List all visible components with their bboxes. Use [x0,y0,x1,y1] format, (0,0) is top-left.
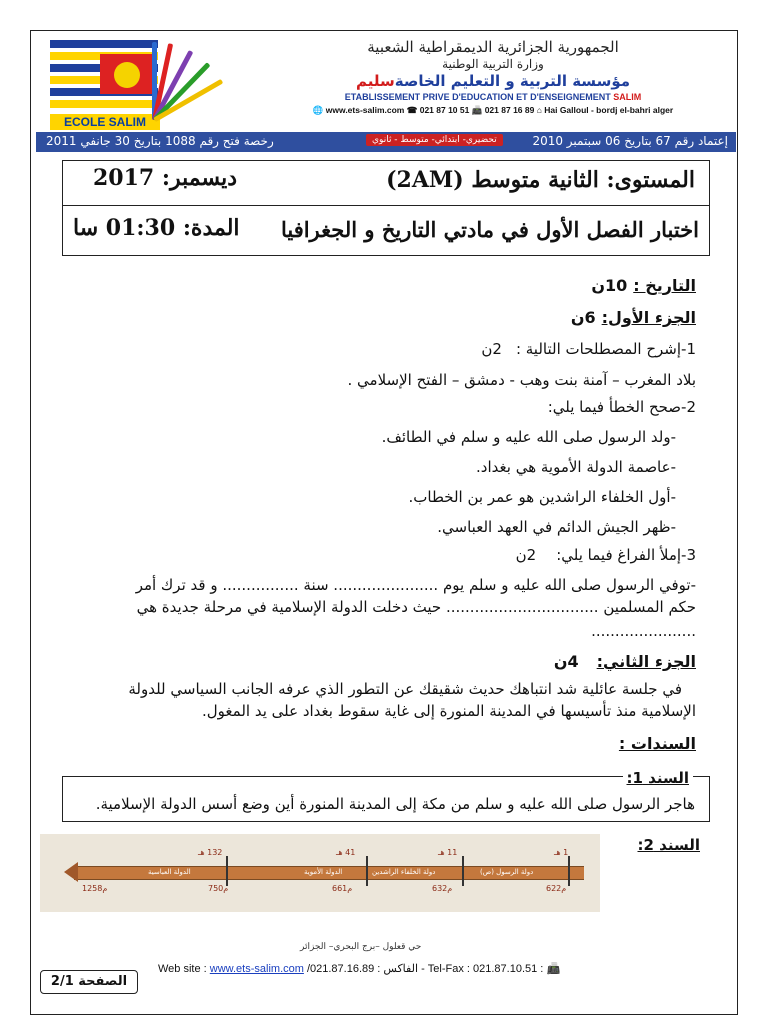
phone-icon: ☎ [406,105,418,115]
logo-sun [114,62,140,88]
question-2: 2-صحح الخطأ فيما يلي: [547,398,696,416]
part2-text: الإسلامية منذ تأسيسها في المدينة المنورة إلى غاية سقوط بغداد على يد المغول. [202,702,696,720]
question-1-terms: بلاد المغرب – آمنة بنت وهب - دمشق – الفتح الإسلامي . [347,371,696,389]
timeline-era: دولة الخلفاء الراشدين [372,868,436,876]
document-1-label: السند 1: [623,769,694,787]
timeline-tick [226,856,228,886]
home-icon: ⌂ [536,105,542,115]
globe-icon: 🌐 [312,105,324,115]
question-3-line: ...................... [591,622,696,640]
q2-item: -عاصمة الدولة الأموية هي بغداد. [476,458,676,476]
question-3-line: -توفي الرسول صلى الله عليه و سلم يوم ...................... سنة ................ و قد ترك أمر [135,576,696,594]
timeline-era: الدولة العباسية [148,868,191,876]
question-1: 1-إشرح المصطلحات التالية :2ن [481,340,696,358]
republic-name: الجمهورية الجزائرية الديمقراطية الشعبية [367,38,619,56]
exam-duration: المدة: 01:30 سا [73,215,240,241]
timeline-era: دولة الرسول (ص) [480,868,534,876]
letterhead-text [258,38,728,116]
timeline-gregorian: 661م [332,884,353,893]
website-link[interactable]: www.ets-salim.com [209,963,304,975]
levels-badge: تحضيري- ابتدائي- متوسط - ثانوي [366,134,503,146]
timeline-hijri: 1 هـ [554,848,569,857]
q2-item: -ظهر الجيش الدائم في العهد العباسي. [437,518,676,536]
footer-contact: Web site : www.ets-salim.com /021.87.16.89 : الفاكس - Tel-Fax : 021.87.10.51 : 📠 [158,963,561,975]
timeline-gregorian: 750م [208,884,229,893]
approval-text: إعتماد رقم 67 بتاريخ 06 سبتمبر 2010 [532,134,728,148]
accreditation-band [36,132,736,152]
timeline-tick [366,856,368,886]
exam-title-box [62,160,710,256]
timeline-gregorian: 1258م [82,884,108,893]
part2-text: في جلسة عائلية شد انتباهك حديث شقيقك عن التطور الذي عرفه الجانب السياسي للدولة [128,680,682,698]
letterhead [36,36,736,132]
timeline-hijri: 11 هـ [438,848,458,857]
documents-heading: السندات : [618,734,696,753]
page-number: الصفحة 2/1 [40,970,138,994]
subject-heading: التاريخ :10ن [591,276,696,295]
level-label: المستوى: الثانية متوسط (2AM) [386,167,695,193]
timeline-gregorian: 622م [546,884,567,893]
part2-heading: الجزء الثاني:4ن [553,652,696,671]
license-text: رخصة فتح رقم 1088 بتاريخ 30 جانفي 2011 [46,134,274,148]
fax-icon: 📠 [546,963,561,975]
timeline-era: الدولة الأموية [304,868,343,876]
timeline-hijri: 132 هـ [198,848,223,857]
q2-item: -أول الخلفاء الراشدين هو عمر بن الخطاب. [408,488,676,506]
document-2-label: السند 2: [637,836,700,854]
timeline-tick [462,856,464,886]
timeline-tick [568,856,570,886]
document-1-text: هاجر الرسول صلى الله عليه و سلم من مكة إلى المدينة المنورة أين وضع أسس الدولة الإسلامية. [95,795,695,813]
institution-name-ar: مؤسسة التربية و التعليم الخاصةسليم [355,72,631,90]
title-divider [63,205,709,206]
logo-wordmark: ECOLE SALIM [50,114,160,130]
footer-address: حي قعلول –برج البحري– الجزائر [300,942,422,952]
pencils-icon [148,36,228,128]
exam-date: ديسمبر: 2017 [93,165,238,191]
part1-heading: الجزء الأول:6ن [570,308,696,327]
exam-title: اختبار الفصل الأول في مادتي التاريخ و الجغرافيا [280,217,699,242]
arrow-left-icon [64,862,78,882]
question-3-line: حكم المسلمين ................................ حيث دخلت الدولة الإسلامية في مرحلة جديدة هي [136,598,696,616]
timeline-gregorian: 632م [432,884,453,893]
history-timeline [40,834,600,912]
q2-item: -ولد الرسول صلى الله عليه و سلم في الطائف. [381,428,676,446]
institution-name-fr: ETABLISSEMENT PRIVE D'EDUCATION ET D'ENSEIGNEMENT SALIM [344,92,642,102]
timeline-hijri: 41 هـ [336,848,356,857]
fax-icon: 📠 [471,105,483,115]
ministry-name: وزارة التربية الوطنية [442,57,544,71]
question-3: 3-إملأ الفراغ فيما يلي:2ن [515,546,696,564]
contact-line: 🌐 www.ets-salim.com ☎ 021 87 10 51 📠 021 87 16 89 ⌂ Hai Galloul - bordj el-bahri alger [312,105,674,115]
document-1-box [62,769,710,822]
